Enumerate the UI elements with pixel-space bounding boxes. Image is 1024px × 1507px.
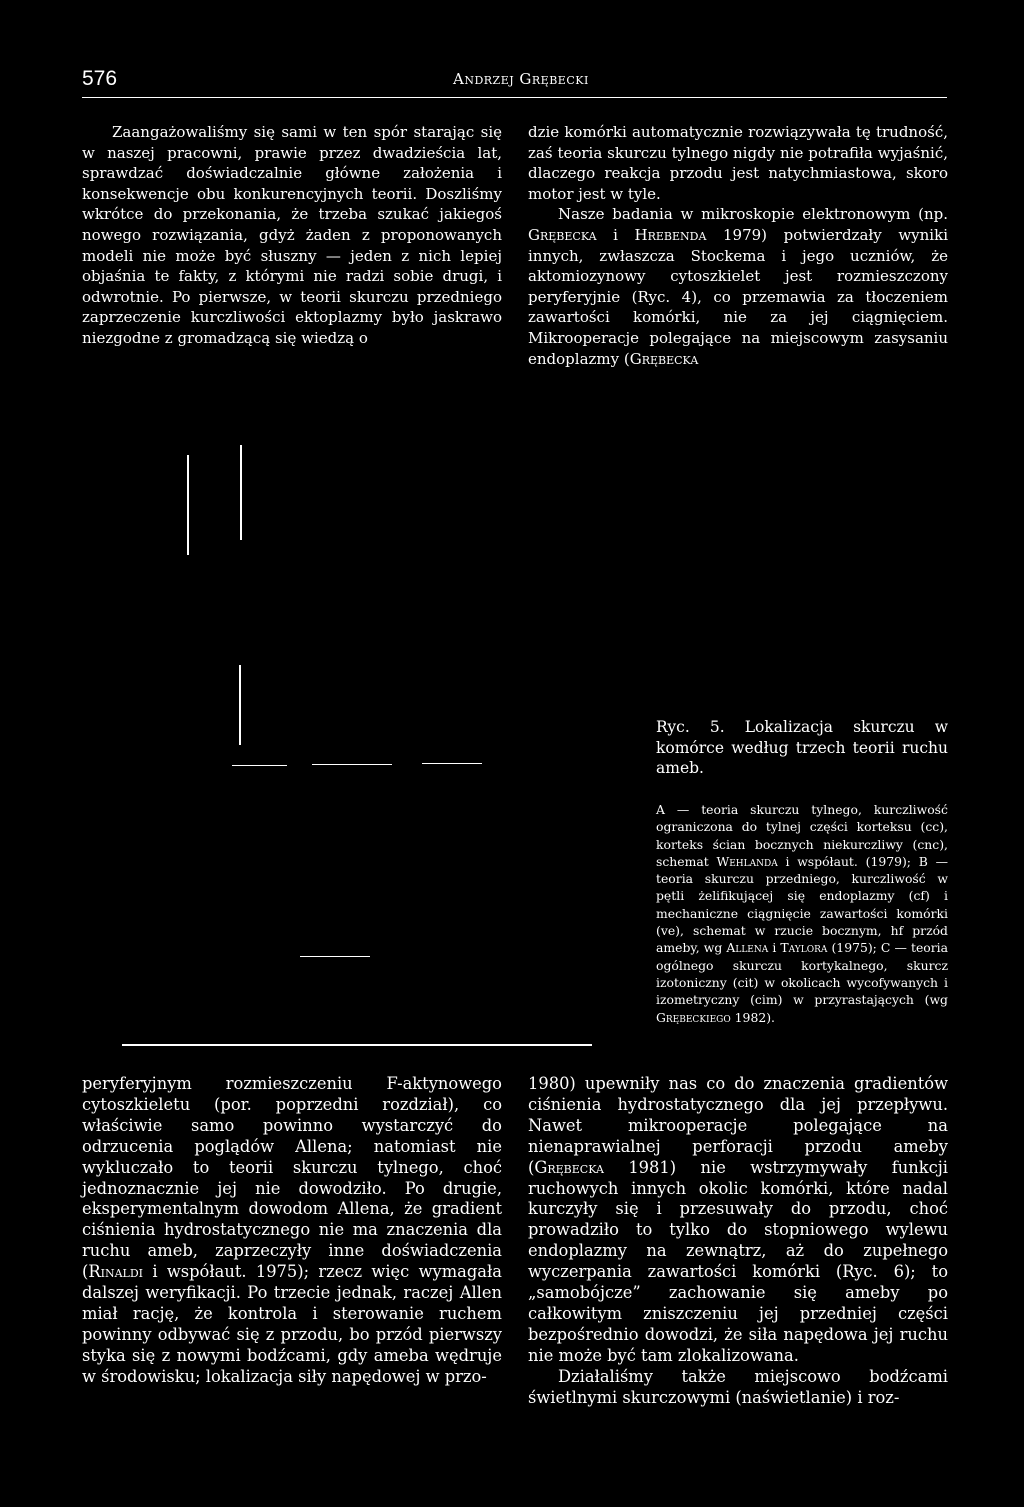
column-2-bottom-text bbox=[528, 1074, 948, 1409]
paragraph: Działaliśmy także miejscowo bodźcami świetlnymi skurczowymi (naświetlanie) i roz- bbox=[528, 1366, 948, 1407]
text-run: i bbox=[596, 225, 635, 244]
figure-line bbox=[187, 455, 189, 555]
text-run: 1979) potwierdzały wyniki innych, zwłaszcza Stockema i jego uczniów, że aktomiozynowy cytoszkielet jest rozmieszczony peryferyjnie (Ryc. 4), co przemawia za tłoczeniem zawartości komórki, nie za jej ciągnięciem. Mikrooperacje polegające na miejscowym zasysaniu endoplazmy ( bbox=[528, 225, 948, 368]
figure-caption-title: Ryc. 5. Lokalizacja skurczu w komórce według trzech teorii ruchu ameb. bbox=[656, 718, 948, 777]
figure-line bbox=[232, 765, 287, 766]
text-run: peryferyjnym rozmieszczeniu F-aktynowego cytoszkieletu (por. poprzedni rozdział), co właściwie samo powinno wystarczyć do odrzucenia poglądów Allena; natomiast nie wykluczało to teorii skurczu tylnego, choć jednoznacznie jej nie dowodziło. Po drugie, eksperymentalnym dowodom Allena, że gradient ciśnienia hydrostatycznego nie ma znaczenia dla ruchu ameb, zaprzeczyły inne doświadczenia ( bbox=[82, 1074, 502, 1282]
figure-line bbox=[239, 665, 241, 745]
text-run: 1982). bbox=[730, 1009, 775, 1025]
column-2-top-text bbox=[528, 122, 948, 369]
text-run: (1975); C — teoria ogólnego skurczu kortykalnego, skurcz izotoniczny (cit) w okolicach wycofywanych i izometryczny (cim) w przyrastających (wg bbox=[656, 940, 949, 1008]
header-rule bbox=[82, 97, 947, 98]
citation-author: Rinaldi bbox=[88, 1262, 144, 1282]
citation-author: Grębecka bbox=[629, 349, 699, 368]
text-run: 1981) nie wstrzymywały funkcji ruchowych innych okolic komórki, które nadal kurczyły się i przesuwały do przodu, choć prowadziło to tylko do stopniowego wylewu endoplazmy na zewnątrz, aż do zupełnego wyczerpania zawartości komórki (Ryc. 6); to „samobójcze” zachowanie się ameby po całkowitym zniszczeniu jej przedniej części bezpośrednio dowodzi, że siła napędowa jej ruchu nie może być tam zlokalizowana. bbox=[528, 1157, 948, 1365]
paragraph bbox=[528, 204, 948, 369]
page-number: 576 bbox=[82, 67, 118, 90]
citation-author: Grębecka bbox=[534, 1157, 604, 1177]
figure-line bbox=[300, 956, 370, 957]
figure-line bbox=[422, 763, 482, 764]
figure-line bbox=[312, 764, 392, 765]
paragraph bbox=[82, 1074, 502, 1388]
citation-author: Grębecka bbox=[528, 225, 597, 244]
text-run: A — teoria skurczu tylnego, kurczliwość ograniczona do tylnej części korteksu (cc), korteks ścian bocznych niekurczliwy (cnc), schemat bbox=[656, 802, 948, 869]
figure-caption-body bbox=[656, 801, 948, 1026]
citation-author: Taylora bbox=[780, 940, 828, 956]
paragraph: dzie komórki automatycznie rozwiązywała tę trudność, zaś teoria skurczu tylnego nigdy nie potrafiła wyjaśnić, dlaczego reakcja przodu jest natychmiastowa, skoro motor jest w tyle. bbox=[528, 123, 948, 203]
column-1-top-text bbox=[82, 122, 502, 349]
column-1-bottom-text bbox=[82, 1074, 502, 1388]
text-run: i współaut. (1979); B — teoria skurczu przedniego, kurczliwość w pętli żelifikującej się endoplazmy (cf) i mechaniczne ciągnięcie zawartości komórki (ve), schemat w rzucie bocznym, hf przód ameby, wg bbox=[656, 853, 948, 956]
paragraph bbox=[528, 1074, 948, 1367]
citation-author: Grębeckiego bbox=[656, 1009, 731, 1025]
citation-author: Allena bbox=[726, 940, 769, 956]
text-run: i bbox=[768, 940, 781, 956]
figure-line bbox=[240, 445, 242, 540]
figure-line bbox=[122, 1044, 592, 1046]
text-run: i współaut. 1975); rzecz więc wymagała dalszej weryfikacji. Po trzecie jednak, raczej Allen miał rację, że kontrola i sterowanie ruchem powinny odbywać się z przodu, bo przód pierwszy styka się z nowymi bodźcami, gdy ameba wędruje w środowisku; lokalizacja siły napędowej w przo- bbox=[82, 1262, 502, 1386]
running-head: Andrzej Grębecki bbox=[453, 70, 589, 88]
citation-author: Wehlanda bbox=[716, 853, 778, 869]
citation-author: Hrebenda bbox=[634, 225, 707, 244]
text-run: 1980) upewniły nas co do znaczenia gradientów ciśnienia hydrostatycznego dla jej przepływu. Nawet mikrooperacje polegające na nienaprawialnej perforacji przodu ameby ( bbox=[528, 1074, 948, 1177]
paragraph: Zaangażowaliśmy się sami w ten spór starając się w naszej pracowni, prawie przez dwadzieścia lat, sprawdzać doświadczalnie główne założenia i konsekwencje obu konkurencyjnych teorii. Doszliśmy wkrótce do przekonania, że trzeba szukać jakiegoś nowego rozwiązania, gdyż żaden z proponowanych modeli nie może być słuszny — jeden z nich lepiej objaśnia te fakty, z którymi nie radzi sobie drugi, i odwrotnie. Po pierwsze, w teorii skurczu przedniego zaprzeczenie kurczliwości ektoplazmy było jaskrawo niezgodne z gromadzącą się wiedzą o bbox=[82, 123, 502, 347]
figure-5-illustration bbox=[82, 440, 622, 1060]
text-run: Nasze badania w mikroskopie elektronowym (np. bbox=[558, 205, 948, 224]
